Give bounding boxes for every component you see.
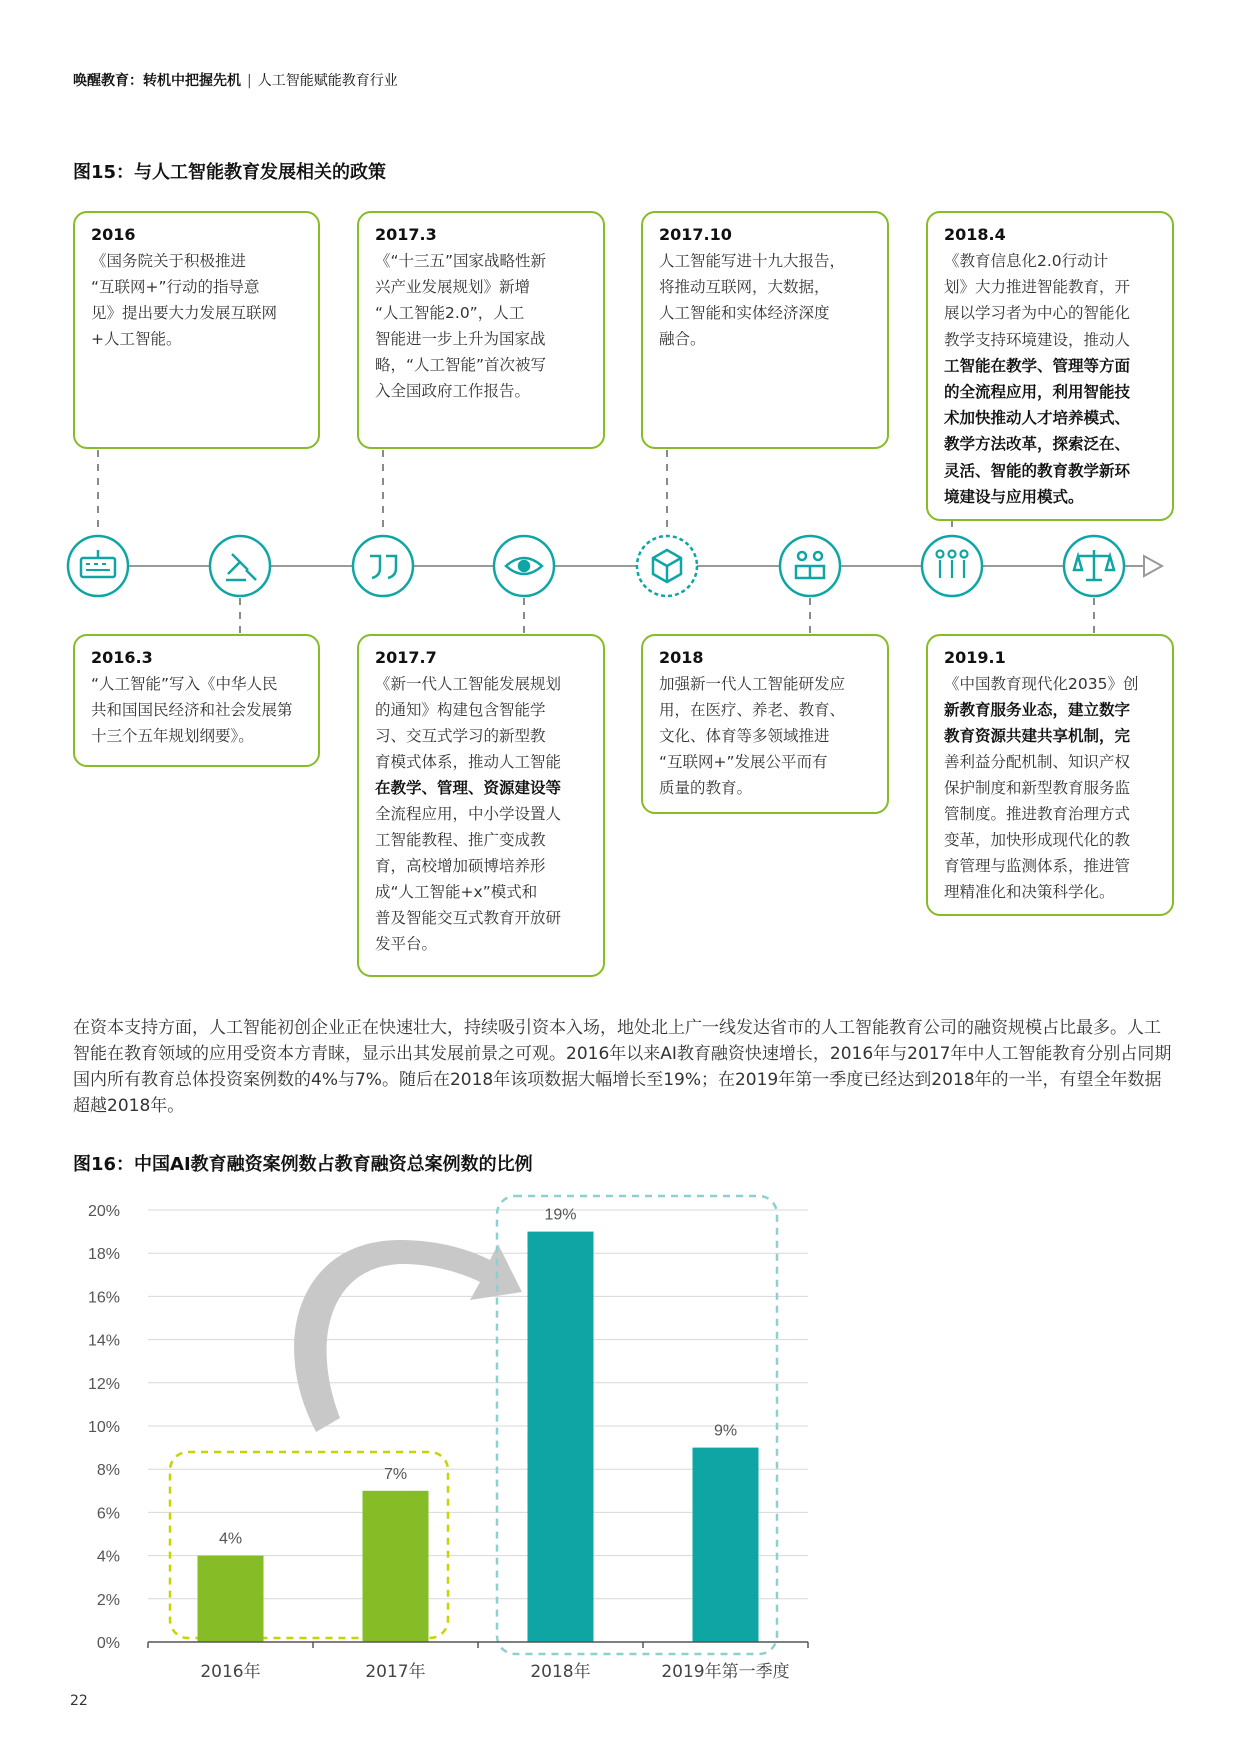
card-line: 《新一代人工智能发展规划 xyxy=(375,675,562,693)
card-line: “人工智能2.0”，人工 xyxy=(375,304,525,322)
card-line: 《“十三五”国家战略性新 xyxy=(375,252,547,270)
card-line: “互联网+”发展公平而有 xyxy=(659,753,828,771)
card-line: 在教学、管理、资源建设等 xyxy=(375,779,562,797)
figure16-title: 图16：中国AI教育融资案例数占教育融资总案例数的比例 xyxy=(73,1154,533,1175)
card-line: 习、交互式学习的新型教 xyxy=(375,727,546,745)
card-line: 人工智能写进十九大报告， xyxy=(659,252,846,270)
card-line: 境建设与应用模式。 xyxy=(944,487,1084,506)
card-line: 教学方法改革，探索泛在、 xyxy=(944,435,1131,454)
card-line: 十三个五年规划纲要》。 xyxy=(91,727,254,745)
card-year: 2017.7 xyxy=(375,648,437,667)
card-line: 发平台。 xyxy=(375,935,438,953)
card-line: 管制度。推进教育治理方式 xyxy=(944,805,1131,823)
card-line: 育，高校增加硕博培养形 xyxy=(375,857,546,875)
card-line: 入全国政府工作报告。 xyxy=(375,382,531,400)
card-line: 划》大力推进智能教育，开 xyxy=(944,278,1131,297)
x-tick-label: 2019年第一季度 xyxy=(661,1662,790,1682)
y-tick-label: 18% xyxy=(87,1246,120,1264)
card-line: 普及智能交互式教育开放研 xyxy=(375,909,562,927)
y-tick-label: 2% xyxy=(96,1591,120,1609)
card-line: 将推动互联网，大数据， xyxy=(659,278,830,296)
y-tick-label: 0% xyxy=(96,1635,120,1652)
card-line: 新教育服务业态，建立数字 xyxy=(944,701,1131,719)
body-paragraph: 在资本支持方面，人工智能初创企业正在快速壮大，持续吸引资本入场，地处北上广一线发达省市的人工智能教育公司的融资规模占比最多。人工智能在教育领域的应用受资本方青睐，显示出其发展前景之可观。2016年以来AI教育融资快速增长，2016年与2017年中人工智能教育分别占同期国内所有教育总体投资案例数的4%与7%。随后在2018年该项数据大幅增长至19%；在2019年第一季度已经达到2018年的一半，有望全年数据超越2018年。 xyxy=(73,1018,1172,1116)
y-tick-label: 4% xyxy=(96,1548,120,1566)
y-tick-label: 12% xyxy=(87,1375,120,1393)
card-line: 工智能教程、推广变成教 xyxy=(375,831,546,849)
y-tick-label: 20% xyxy=(87,1203,120,1220)
card-year: 2016.3 xyxy=(91,648,153,667)
x-tick-label: 2017年 xyxy=(365,1662,426,1682)
card-line: 智能进一步上升为国家战 xyxy=(375,330,546,348)
card-line: 变革，加快形成现代化的教 xyxy=(944,831,1131,849)
card-line: 用，在医疗、养老、教育、 xyxy=(659,701,846,719)
data-label: 9% xyxy=(713,1422,738,1440)
card-year: 2017.10 xyxy=(659,225,732,244)
y-tick-label: 6% xyxy=(96,1505,120,1523)
card-line: +人工智能。 xyxy=(91,330,182,348)
card-year: 2016 xyxy=(91,225,136,244)
card-line: 工智能在教学、管理等方面 xyxy=(944,356,1131,375)
figure15-title: 图15：与人工智能教育发展相关的政策 xyxy=(73,162,387,183)
card-year: 2018.4 xyxy=(944,225,1006,244)
data-label: 7% xyxy=(383,1465,408,1483)
card-line: 兴产业发展规划》新增 xyxy=(375,278,531,296)
card-line: 文化、体育等多领域推进 xyxy=(659,727,830,745)
card-line: 略，“人工智能”首次被写 xyxy=(375,356,547,374)
card-line: 保护制度和新型教育服务监 xyxy=(944,779,1131,797)
card-year: 2017.3 xyxy=(375,225,437,244)
y-tick-label: 8% xyxy=(96,1462,120,1480)
y-tick-label: 16% xyxy=(87,1289,120,1307)
card-line: 理精准化和决策科学化。 xyxy=(944,883,1115,901)
card-line: 全流程应用，中小学设置人 xyxy=(375,805,562,823)
header-separator: | xyxy=(247,73,252,89)
y-tick-label: 14% xyxy=(87,1332,120,1350)
growth-arrow-icon xyxy=(294,1240,522,1432)
card-line: 《国务院关于积极推进 xyxy=(91,252,247,270)
card-line: 《中国教育现代化2035》创 xyxy=(944,675,1139,693)
card-line: 共和国国民经济和社会发展第 xyxy=(91,701,293,719)
card-line: 术加快推动人才培养模式、 xyxy=(944,409,1131,428)
card-line: 灵活、智能的教育教学新环 xyxy=(944,461,1131,480)
header-subtitle: 人工智能赋能教育行业 xyxy=(257,73,398,89)
x-tick-label: 2018年 xyxy=(530,1662,591,1682)
x-tick-label: 2016年 xyxy=(200,1662,261,1682)
bar-1 xyxy=(198,1556,264,1642)
card-line: 人工智能和实体经济深度 xyxy=(659,304,830,322)
card-year: 2018 xyxy=(659,648,704,667)
page-number: 22 xyxy=(70,1693,88,1709)
card-line: 成“人工智能+x”模式和 xyxy=(375,883,538,901)
y-tick-label: 10% xyxy=(87,1419,120,1436)
data-label: 4% xyxy=(218,1530,243,1548)
card-line: 加强新一代人工智能研发应 xyxy=(659,675,846,693)
card-line: 质量的教育。 xyxy=(659,779,753,797)
card-line: 育管理与监测体系，推进管 xyxy=(944,857,1131,875)
card-line: 善利益分配机制、知识产权 xyxy=(944,753,1131,771)
card-line: 的通知》构建包含智能学 xyxy=(375,701,546,719)
card-line: 教学支持环境建设，推动人 xyxy=(944,330,1131,349)
card-line: “互联网+”行动的指导意 xyxy=(91,278,260,296)
card-line: “人工智能”写入《中华人民 xyxy=(91,675,278,693)
card-line: 融合。 xyxy=(659,330,706,348)
bar-2 xyxy=(363,1491,429,1642)
card-line: 见》提出要大力发展互联网 xyxy=(91,304,278,322)
data-label: 19% xyxy=(544,1206,577,1224)
bar-4 xyxy=(693,1448,759,1642)
header-title: 唤醒教育：转机中把握先机 xyxy=(73,73,241,89)
card-line: 教育资源共建共享机制，完 xyxy=(944,727,1131,745)
bar-3 xyxy=(528,1232,594,1642)
card-line: 的全流程应用，利用智能技 xyxy=(944,383,1131,402)
card-line: 育模式体系，推动人工智能 xyxy=(375,753,562,771)
card-year: 2019.1 xyxy=(944,648,1006,667)
card-line: 展以学习者为中心的智能化 xyxy=(944,304,1131,323)
card-line: 《教育信息化2.0行动计 xyxy=(944,252,1109,270)
